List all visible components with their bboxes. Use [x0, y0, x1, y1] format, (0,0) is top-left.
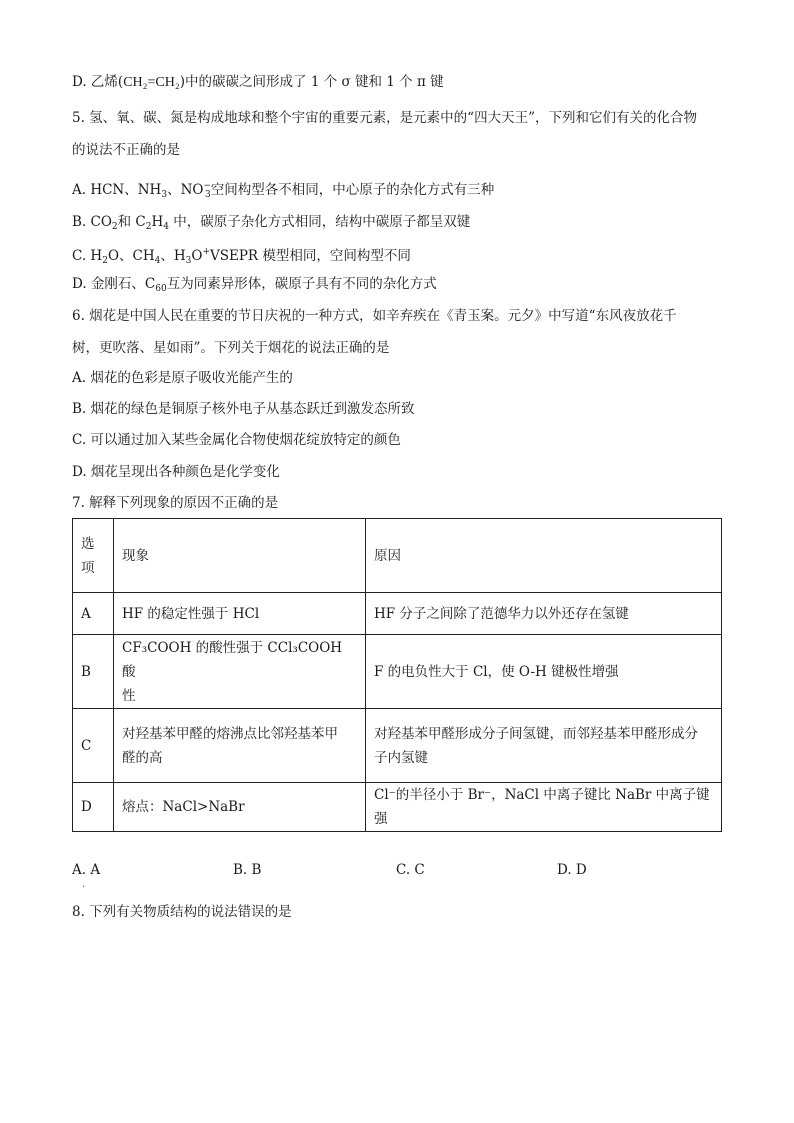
q6-option-c: C. 可以通过加入某些金属化合物使烟花绽放特定的颜色 [72, 432, 401, 448]
q7-choice-b: B. B [233, 862, 262, 878]
q8-stem: 8. 下列有关物质结构的说法错误的是 [72, 904, 292, 920]
table-row: D 熔点：NaCl>NaBr Cl⁻的半径小于 Br⁻，NaCl 中离子键比 NaBr 中离子键强 [73, 783, 722, 832]
q7-table [72, 518, 722, 832]
q6-option-a: A. 烟花的色彩是原子吸收光能产生的 [72, 370, 293, 386]
q5-option-d: D. 金刚石、$C_{60}$互为同素异形体，碳原子具有不同的杂化方式 [72, 276, 437, 294]
q4-option-d-prefix: D. 乙烯( [72, 74, 124, 90]
q4-option-d-suffix: )中的碳碳之间形成了 1 个 σ 键和 1 个 π 键 [179, 74, 444, 90]
ethylene-formula: CH₂=CH₂ [123, 75, 180, 90]
q4-option-d [72, 72, 444, 93]
header-option: 选 项 [73, 519, 114, 593]
table-row: B CF₃COOH 的酸性强于 CCl₃COOH 酸 性 F 的电负性大于 Cl，使 O-H 键极性增强 [73, 635, 722, 709]
q5-stem-line2: 的说法不正确的是 [72, 142, 180, 158]
q6-stem-line1: 6. 烟花是中国人民在重要的节日庆祝的一种方式，如辛弃疾在《青玉案。元夕》中写道“东风夜放花千 [72, 308, 677, 324]
q7-choice-a: A. A [72, 862, 101, 878]
q6-option-d: D. 烟花呈现出各种颜色是化学变化 [72, 464, 280, 480]
q7-choice-c: C. C [396, 862, 425, 878]
q5-option-b: B. $CO_2$和 $C_2H_4$ 中，碳原子杂化方式相同，结构中碳原子都呈双键 [72, 214, 471, 232]
table-row: C 对羟基苯甲醛的熔沸点比邻羟基苯甲 醛的高 对羟基苯甲醛形成分子间氢键，而邻羟基苯甲醛形成分 子内氢键 [73, 709, 722, 783]
q5-option-a: A. HCN、$NH_3$、$NO^-_3$空间构型各不相同，中心原子的杂化方式有三种 [72, 181, 495, 200]
q7-choice-d: D. D [557, 862, 587, 878]
q6-option-b: B. 烟花的绿色是铜原子核外电子从基态跃迁到激发态所致 [72, 401, 415, 417]
q7-stem: 7. 解释下列现象的原因不正确的是 [72, 495, 279, 511]
stray-dot: . [82, 879, 86, 890]
table-header-row [73, 519, 722, 593]
q5-stem-line1: 5. 氢、氧、碳、氮是构成地球和整个宇宙的重要元素，是元素中的“四大天王”，下列和它们有关的化合物 [72, 110, 697, 126]
header-reason: 原因 [366, 519, 722, 593]
table-row: A HF 的稳定性强于 HCl HF 分子之间除了范德华力以外还存在氢键 [73, 593, 722, 635]
q6-stem-line2: 树，更吹落、星如雨”。下列关于烟花的说法正确的是 [72, 340, 390, 356]
header-phenomenon: 现象 [114, 519, 366, 593]
q5-option-c: C. $H_2O$、$CH_4$、$H_3O^+VSEPR$ 模型相同，空间构型不同 [72, 247, 411, 266]
